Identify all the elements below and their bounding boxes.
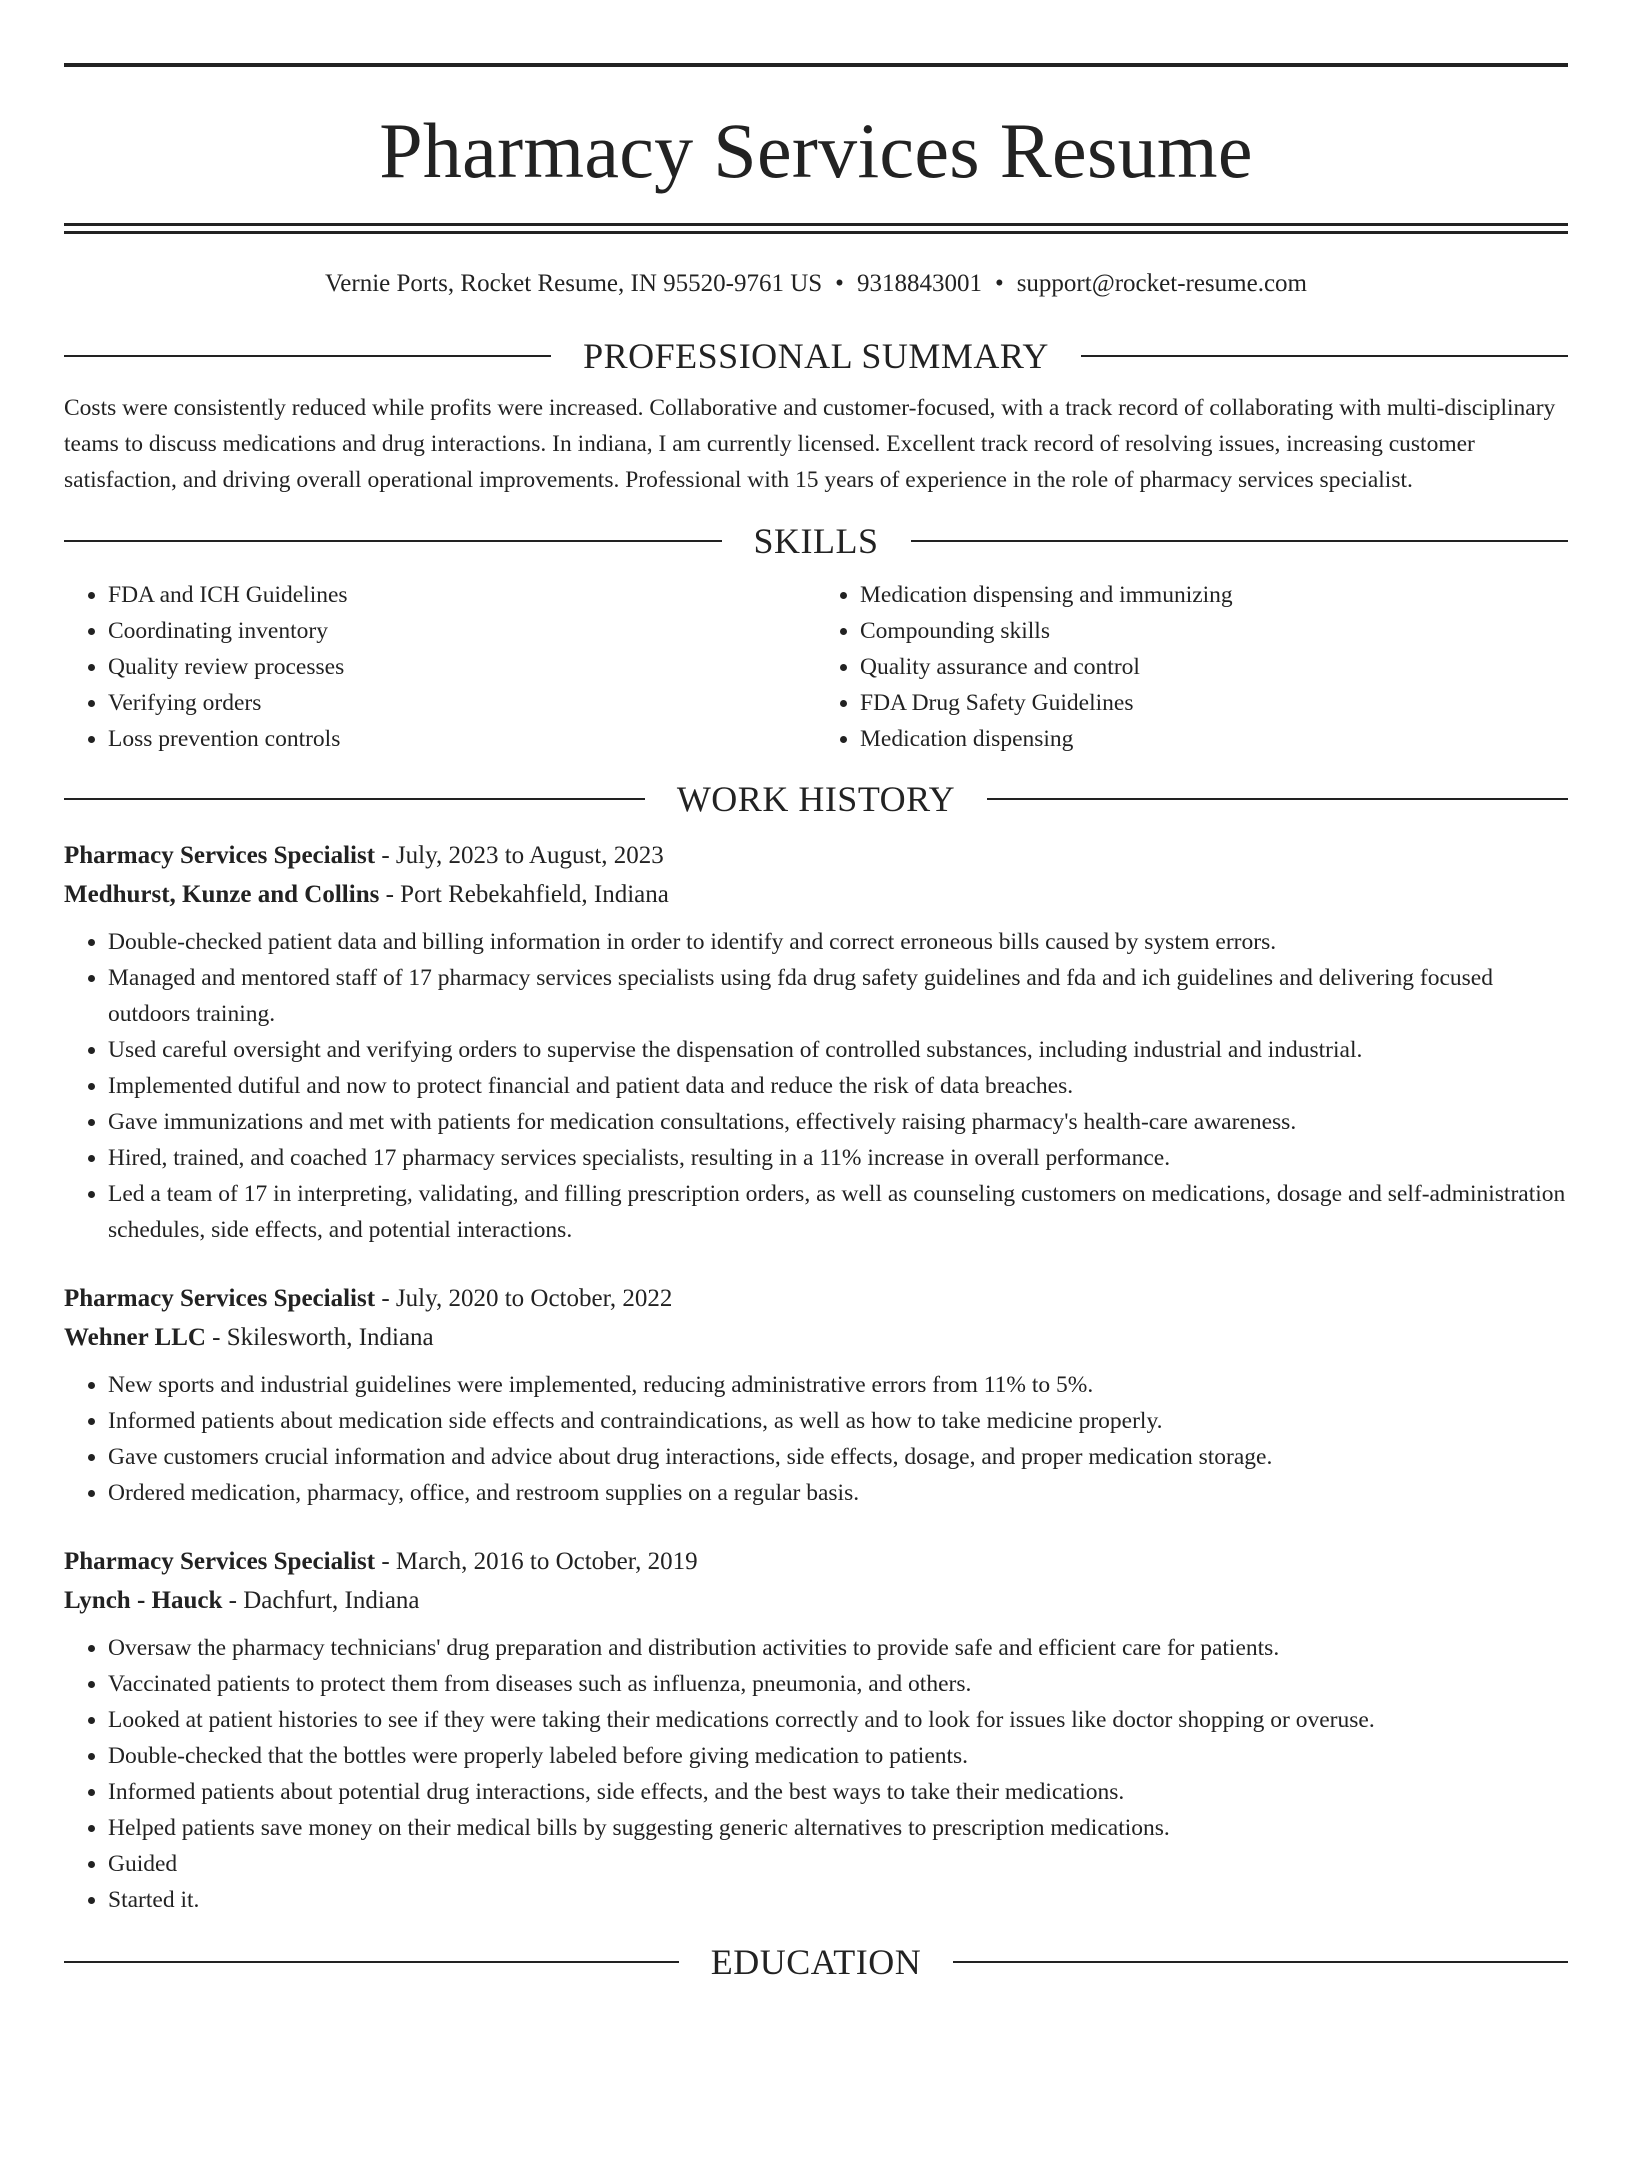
job-company: Medhurst, Kunze and Collins (64, 881, 380, 908)
job-entry (64, 836, 1568, 1248)
job-location: - Dachfurt, Indiana (222, 1587, 420, 1614)
section-title: WORK HISTORY (676, 779, 956, 819)
job-bullet: • Implemented dutiful and now to protect financial and patient data and reduce the risk of data breaches. (108, 1068, 1568, 1104)
section-title: PROFESSIONAL SUMMARY (583, 336, 1049, 376)
job-title-line (64, 1279, 1568, 1318)
summary-text: Costs were consistently reduced while profits were increased. Collaborative and customer-focused, with a track record of collaborating with multi-disciplinary teams to discuss medications and drug interactions. In indiana, I am currently licensed. Excellent track record of resolving issues, increasing customer satisfaction, and driving overall operational improvements. Professional with 15 years of experience in the role of pharmacy services specialist. (64, 395, 1556, 493)
contact-address: Vernie Ports, Rocket Resume, IN 95520-9761 US (325, 270, 823, 297)
job-bullet: • Hired, trained, and coached 17 pharmacy services specialists, resulting in a 11% increase in overall performance. (108, 1140, 1568, 1176)
job-bullet: • New sports and industrial guidelines were implemented, reducing administrative errors from 11% to 5%. (108, 1367, 1568, 1403)
job-title: Pharmacy Services Specialist (64, 1285, 376, 1312)
job-bullet: • Informed patients about potential drug interactions, side effects, and the best ways to take their medications. (108, 1774, 1568, 1810)
job-dates: - July, 2023 to August, 2023 (375, 842, 664, 869)
job-bullets (64, 1367, 1568, 1511)
section-heading-skills (64, 519, 1568, 563)
job-location: - Port Rebekahfield, Indiana (379, 881, 669, 908)
skill-item: • Verifying orders (108, 685, 816, 721)
page-title: Pharmacy Services Resume (379, 107, 1253, 194)
skill-item: • Quality assurance and control (860, 649, 1568, 685)
job-title: Pharmacy Services Specialist (64, 1548, 376, 1575)
heading-rule (1081, 355, 1568, 357)
skill-item: • Medication dispensing and immunizing (860, 577, 1568, 613)
skill-item: • Loss prevention controls (108, 721, 816, 757)
job-title-line (64, 836, 1568, 875)
job-bullet: • Guided (108, 1846, 1568, 1882)
job-company-line (64, 1318, 1568, 1357)
contact-separator: • (835, 270, 844, 297)
skill-item: • Coordinating inventory (108, 613, 816, 649)
heading-rule (64, 1961, 679, 1963)
skill-item: • Quality review processes (108, 649, 816, 685)
contact-separator: • (994, 270, 1004, 297)
heading-rule (911, 540, 1569, 542)
job-bullet: • Managed and mentored staff of 17 pharmacy services specialists using fda drug safety guidelines and fda and ich guidelines and delivering focused outdoors training. (108, 960, 1568, 1032)
job-company: Lynch - Hauck (64, 1587, 223, 1614)
section-title: EDUCATION (710, 1942, 922, 1982)
contact-email: support@rocket-resume.com (1016, 270, 1307, 297)
job-title: Pharmacy Services Specialist (64, 842, 376, 869)
section-title: SKILLS (753, 521, 879, 561)
job-bullet: • Vaccinated patients to protect them from diseases such as influenza, pneumonia, and others. (108, 1666, 1568, 1702)
resume-page (0, 63, 1632, 2175)
job-entry (64, 1542, 1568, 1918)
job-bullet: • Gave customers crucial information and advice about drug interactions, side effects, dosage, and proper medication storage. (108, 1439, 1568, 1475)
heading-rule (64, 798, 645, 800)
skills-list (64, 577, 1568, 757)
skills-column-right (816, 577, 1568, 757)
job-bullets (64, 1630, 1568, 1918)
skill-item: • Medication dispensing (860, 721, 1568, 757)
section-heading-education (64, 1940, 1568, 1984)
job-company-line (64, 875, 1568, 914)
job-dates: - March, 2016 to October, 2019 (375, 1548, 698, 1575)
section-heading-summary (64, 334, 1568, 378)
job-entry (64, 1279, 1568, 1511)
heading-rule (953, 1961, 1568, 1963)
contact-phone: 9318843001 (856, 270, 982, 297)
job-bullet: • Helped patients save money on their medical bills by suggesting generic alternatives to prescription medications. (108, 1810, 1568, 1846)
heading-rule (64, 355, 551, 357)
title-double-rule (64, 223, 1568, 234)
skill-item: • Compounding skills (860, 613, 1568, 649)
skill-item: • FDA and ICH Guidelines (108, 577, 816, 613)
job-location: - Skilesworth, Indiana (205, 1324, 434, 1351)
top-rule (64, 63, 1568, 67)
job-bullet: • Double-checked patient data and billing information in order to identify and correct erroneous bills caused by system errors. (108, 924, 1568, 960)
job-bullet: • Ordered medication, pharmacy, office, and restroom supplies on a regular basis. (108, 1475, 1568, 1511)
job-bullet: • Led a team of 17 in interpreting, validating, and filling prescription orders, as well as counseling customers on medications, dosage and self-administration schedules, side effects, and potential interactions. (108, 1176, 1568, 1248)
skills-column-left (64, 577, 816, 757)
skill-item: • FDA Drug Safety Guidelines (860, 685, 1568, 721)
work-history-list (64, 836, 1568, 1918)
job-company: Wehner LLC (64, 1324, 206, 1351)
job-company-line (64, 1581, 1568, 1620)
job-bullet: • Gave immunizations and met with patients for medication consultations, effectively raising pharmacy's health-care awareness. (108, 1104, 1568, 1140)
job-bullet: • Double-checked that the bottles were properly labeled before giving medication to patients. (108, 1738, 1568, 1774)
job-title-line (64, 1542, 1568, 1581)
job-bullet: • Looked at patient histories to see if they were taking their medications correctly and to look for issues like doctor shopping or overuse. (108, 1702, 1568, 1738)
job-bullets (64, 924, 1568, 1248)
job-bullet: • Informed patients about medication side effects and contraindications, as well as how to take medicine properly. (108, 1403, 1568, 1439)
heading-rule (987, 798, 1568, 800)
job-bullet: • Used careful oversight and verifying orders to supervise the dispensation of controlled substances, including industrial and industrial. (108, 1032, 1568, 1068)
heading-rule (64, 540, 722, 542)
section-heading-work-history (64, 777, 1568, 821)
contact-line (64, 267, 1568, 301)
job-bullet: • Oversaw the pharmacy technicians' drug preparation and distribution activities to provide safe and efficient care for patients. (108, 1630, 1568, 1666)
job-dates: - July, 2020 to October, 2022 (375, 1285, 673, 1312)
job-bullet: • Started it. (108, 1882, 1568, 1918)
